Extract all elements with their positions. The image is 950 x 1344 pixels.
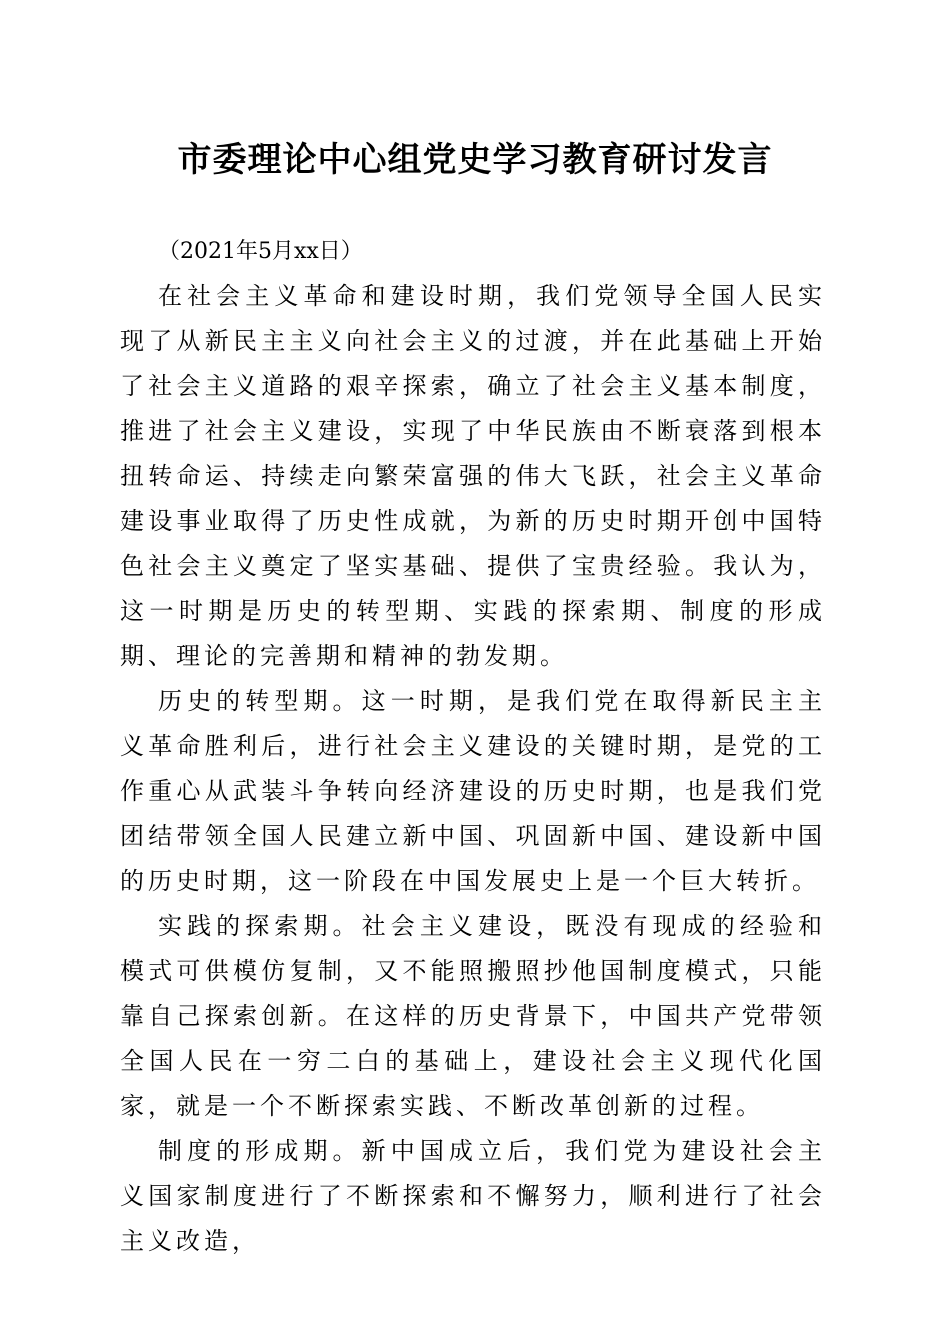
paragraph-transition-period: 历史的转型期。这一时期，是我们党在取得新民主主义革命胜利后，进行社会主义建设的关键时期，是党的工作重心从武装斗争转向经济建设的历史时期，也是我们党团结带领全国人民建立新中国、巩固新中国、建设新中国的历史时期，这一阶段在中国发展史上是一个巨大转折。 xyxy=(120,687,826,895)
paragraph-intro: 在社会主义革命和建设时期，我们党领导全国人民实现了从新民主主义向社会主义的过渡，并在此基础上开始了社会主义道路的艰辛探索，确立了社会主义基本制度，推进了社会主义建设，实现了中华民族由不断衰落到根本扭转命运、持续走向繁荣富强的伟大飞跃，社会主义革命建设事业取得了历史性成就，为新的历史时期开创中国特色社会主义奠定了坚实基础、提供了宝贵经验。我认为，这一时期是历史的转型期、实践的探索期、制度的形成期、理论的完善期和精神的勃发期。 xyxy=(120,282,826,670)
paragraph-system-formation: 制度的形成期。新中国成立后，我们党为建设社会主义国家制度进行了不断探索和不懈努力，顺利进行了社会主义改造， xyxy=(120,1137,826,1255)
paragraph-exploration-period: 实践的探索期。社会主义建设，既没有现成的经验和模式可供模仿复制，又不能照搬照抄他国制度模式，只能靠自己探索创新。在这样的历史背景下，中国共产党带领全国人民在一穷二白的基础上，建设社会主义现代化国家，就是一个不断探索实践、不断改革创新的过程。 xyxy=(120,912,826,1120)
document-title: 市委理论中心组党史学习教育研讨发言 xyxy=(177,140,773,180)
document-date: （2021年5月xx日） xyxy=(158,239,363,264)
document-body xyxy=(120,229,826,1264)
